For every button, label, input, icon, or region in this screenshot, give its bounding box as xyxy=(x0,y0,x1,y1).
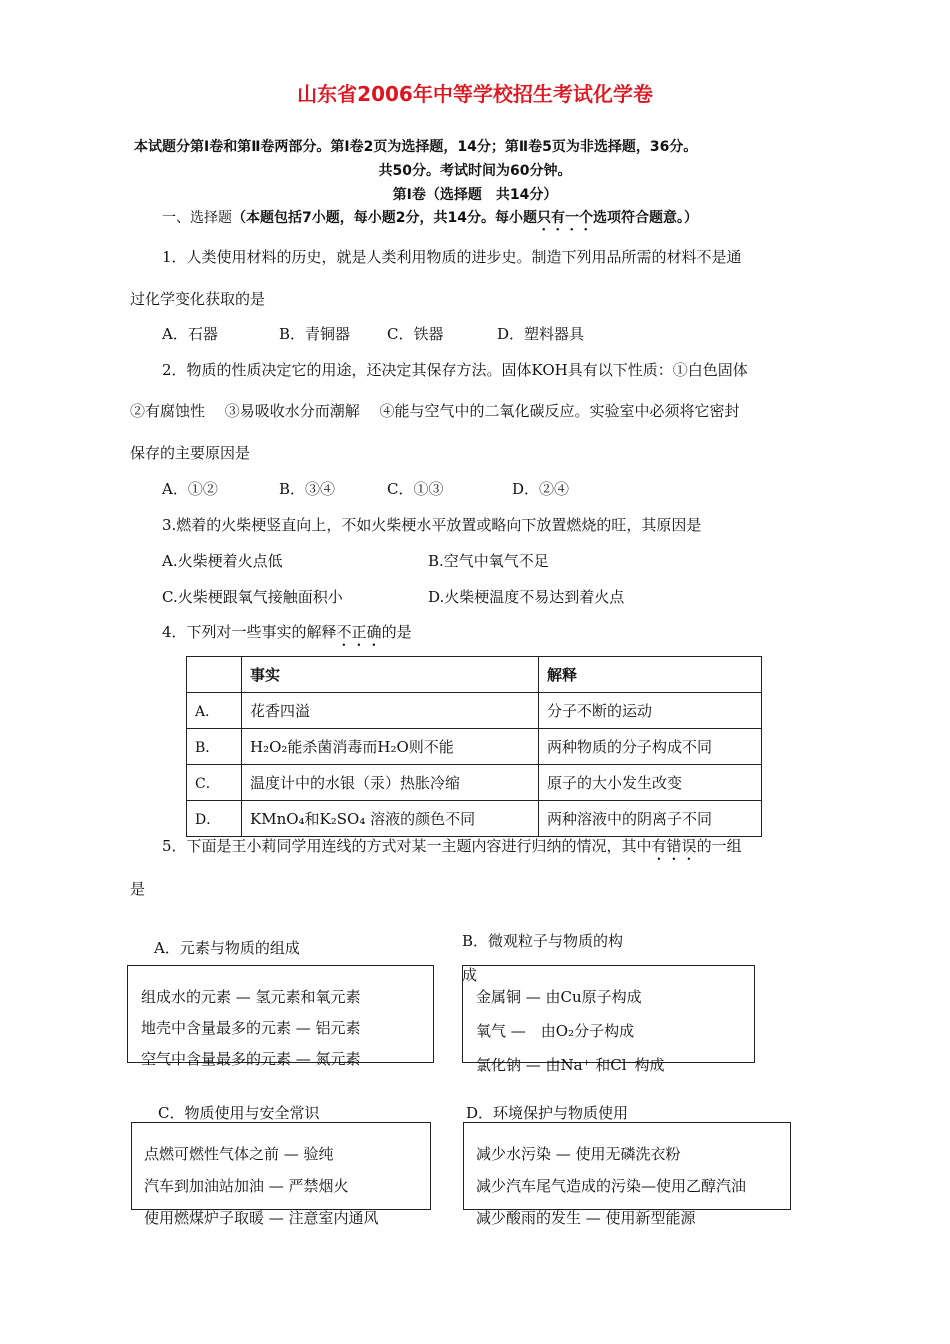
table-cell-option: D． xyxy=(187,801,242,837)
q3-line-1: 3.燃着的火柴梗竖直向上，不如火柴梗水平放置或略向下放置燃烧的旺，其原因是 xyxy=(162,516,702,534)
table-cell-option: C． xyxy=(187,765,242,801)
table-row xyxy=(187,693,762,729)
group-c-item: 使用燃煤炉子取暖 — 注意室内通风 xyxy=(144,1209,379,1227)
group-d-box xyxy=(463,1122,791,1210)
group-b-item: 氧气 — 由O₂分子构成 xyxy=(476,1022,635,1040)
table-header-blank xyxy=(187,657,242,693)
table-cell-fact: 温度计中的水银（汞）热胀冷缩 xyxy=(242,765,539,801)
group-b-box xyxy=(462,965,755,1063)
group-c-item: 点燃可燃性气体之前 — 验纯 xyxy=(144,1145,334,1163)
intro-line-1: 本试题分第Ⅰ卷和第Ⅱ卷两部分。第Ⅰ卷2页为选择题，14分；第Ⅱ卷5页为非选择题，36分。 xyxy=(134,139,698,155)
page-title: 山东省2006年中等学校招生考试化学卷 xyxy=(297,82,653,106)
q4-table xyxy=(186,656,762,837)
q1-line-1: 1．人类使用材料的历史，就是人类利用物质的进步史。制造下列用品所需的材料不是通 xyxy=(162,248,742,266)
q4-prefix: 4．下列对一些事实的解释 xyxy=(162,623,337,641)
group-b-label-line-2: 成 xyxy=(462,966,478,984)
table-row xyxy=(187,765,762,801)
group-c-item: 汽车到加油站加油 — 严禁烟火 xyxy=(144,1177,349,1195)
q2-line-3: 保存的主要原因是 xyxy=(130,444,251,462)
group-c-label: C．物质使用与安全常识 xyxy=(158,1104,320,1122)
q2-option-a: A．①② xyxy=(162,480,218,498)
q2-option-b: B．③④ xyxy=(279,480,336,498)
part1-heading: 第Ⅰ卷（选择题 共14分） xyxy=(392,187,558,203)
q5-line-2: 是 xyxy=(130,880,146,898)
q1-option-a: A．石器 xyxy=(162,325,218,343)
group-b-item: 氯化钠 — 由Na⁺ 和Cl⁻构成 xyxy=(476,1056,665,1074)
table-row xyxy=(187,801,762,837)
group-b-label-line-1: B．微观粒子与物质的构 xyxy=(462,932,624,950)
table-cell-explanation: 两种物质的分子构成不同 xyxy=(539,729,762,765)
table-cell-explanation: 原子的大小发生改变 xyxy=(539,765,762,801)
q2-line-2: ②有腐蚀性 ③易吸收水分而潮解 ④能与空气中的二氧化碳反应。实验室中必须将它密封 xyxy=(130,402,740,420)
q5-suffix: 的一组 xyxy=(696,837,742,855)
table-header-explanation: 解释 xyxy=(539,657,762,693)
q4-line xyxy=(162,621,412,650)
q5-emph: 有错误 xyxy=(651,837,697,855)
q2-option-c: C．①③ xyxy=(387,480,444,498)
section1-note-a: （本题包括7小题，每小题2分，共14分。每小题 xyxy=(232,210,537,226)
q5-prefix: 5．下面是王小莉同学用连线的方式对某一主题内容进行归纳的情况，其中 xyxy=(162,837,652,855)
group-d-label: D．环境保护与物质使用 xyxy=(466,1104,629,1122)
q1-line-2: 过化学变化获取的是 xyxy=(130,290,266,308)
table-cell-fact: H₂O₂能杀菌消毒而H₂O则不能 xyxy=(242,729,539,765)
table-cell-option: B． xyxy=(187,729,242,765)
q3-option-b: B.空气中氧气不足 xyxy=(428,552,549,570)
table-header-row xyxy=(187,657,762,693)
group-a-label: A．元素与物质的组成 xyxy=(154,939,300,957)
group-b-item: 金属铜 — 由Cu原子构成 xyxy=(476,988,642,1006)
intro-line-2: 共50分。考试时间为60分钟。 xyxy=(378,163,572,179)
q4-suffix: 的是 xyxy=(381,623,412,641)
group-d-item: 减少汽车尾气造成的污染—使用乙醇汽油 xyxy=(476,1177,747,1195)
group-a-item: 组成水的元素 — 氢元素和氧元素 xyxy=(141,988,361,1006)
group-c-box xyxy=(131,1122,431,1210)
q2-option-d: D．②④ xyxy=(512,480,570,498)
q2-line-1: 2．物质的性质决定它的用途，还决定其保存方法。固体KOH具有以下性质：①白色固体 xyxy=(162,361,748,379)
q3-option-d: D.火柴梗温度不易达到着火点 xyxy=(428,588,625,606)
table-cell-option: A． xyxy=(187,693,242,729)
q3-option-a: A.火柴梗着火点低 xyxy=(162,552,283,570)
group-d-item: 减少酸雨的发生 — 使用新型能源 xyxy=(476,1209,696,1227)
table-cell-explanation: 两种溶液中的阴离子不同 xyxy=(539,801,762,837)
table-cell-fact: 花香四溢 xyxy=(242,693,539,729)
group-d-item: 减少水污染 — 使用无磷洗衣粉 xyxy=(476,1145,681,1163)
table-cell-fact: KMnO₄和K₂SO₄ 溶液的颜色不同 xyxy=(242,801,539,837)
q1-option-c: C．铁器 xyxy=(387,325,444,343)
q5-line-1 xyxy=(162,835,742,864)
q1-option-b: B．青铜器 xyxy=(279,325,351,343)
q4-emph: 不正确 xyxy=(336,623,382,641)
q3-option-c: C.火柴梗跟氧气接触面积小 xyxy=(162,588,343,606)
table-row xyxy=(187,729,762,765)
section1-note-emph: 只有一个 xyxy=(536,210,593,226)
group-a-item: 地壳中含量最多的元素 — 铝元素 xyxy=(141,1019,361,1037)
table-header-fact: 事实 xyxy=(242,657,539,693)
q1-option-d: D．塑料器具 xyxy=(497,325,585,343)
section1-heading xyxy=(162,207,698,234)
table-cell-explanation: 分子不断的运动 xyxy=(539,693,762,729)
group-a-item: 空气中含量最多的元素 — 氮元素 xyxy=(141,1050,361,1068)
section1-prefix: 一、选择题 xyxy=(162,210,232,226)
section1-note-b: 选项符合题意。） xyxy=(592,210,698,226)
